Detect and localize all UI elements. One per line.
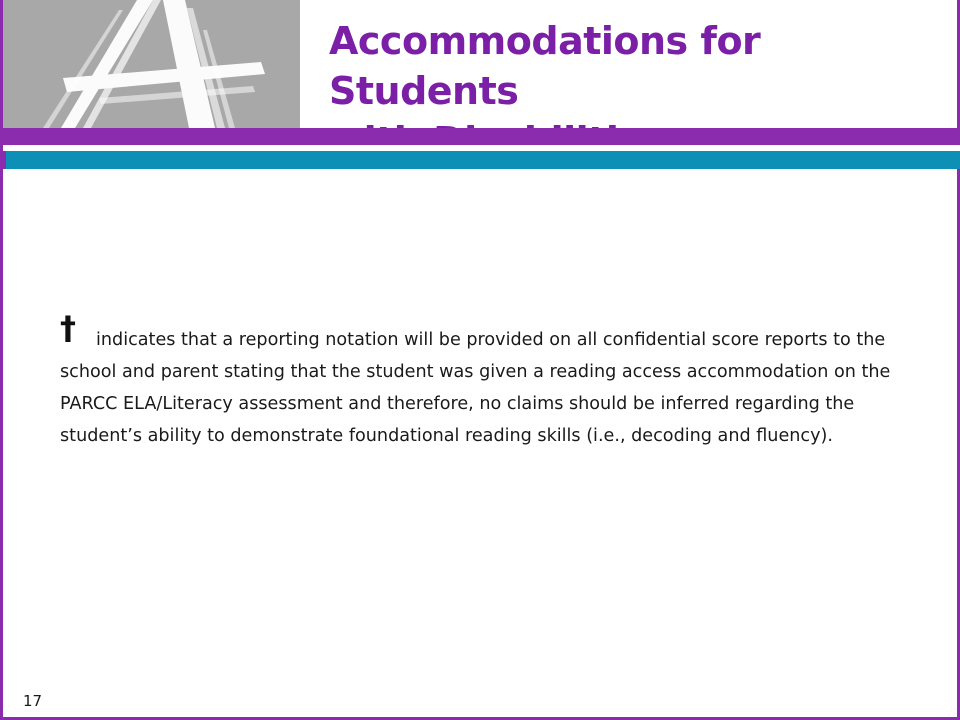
- brush-letter-a-logo-icon: [3, 0, 300, 128]
- teal-divider-band: [6, 151, 960, 169]
- logo: [3, 0, 300, 128]
- footnote-text: indicates that a reporting notation will be provided on all confidential score reports to the school and parent stating that the student was given a reading access accommodation on the PARCC ELA/Literacy assessment and therefore, no claims should be inferred regarding the student’s ability to demonstrate foundational reading skills (i.e., decoding and fluency).: [60, 330, 891, 446]
- footnote-paragraph: [60, 309, 930, 452]
- purple-divider-band: [3, 128, 960, 145]
- page-number: 17: [23, 692, 43, 710]
- dagger-icon: †: [60, 309, 76, 347]
- title-line-1: Accommodations for Students: [329, 19, 761, 113]
